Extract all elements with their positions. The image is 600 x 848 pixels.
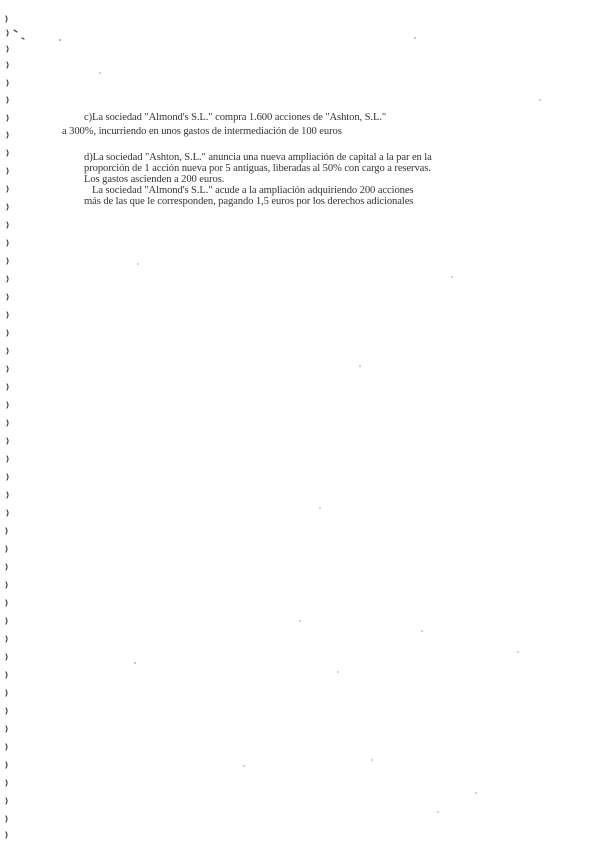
exercise-c-line-1: c)La sociedad "Almond's S.L." compra 1.600 acciones de "Ashton, S.L." xyxy=(84,112,387,123)
exercise-c-line-2: a 300%, incurriendo en unos gastos de intermediación de 100 euros xyxy=(62,126,342,137)
exercise-d-line-5: más de las que le corresponden, pagando 1,5 euros por los derechos adicionales xyxy=(84,196,414,207)
exercise-d-line-1: d)La sociedad "Ashton, S.L." anuncia una nueva ampliación de capital a la par en la xyxy=(84,152,432,163)
exercise-d-line-2: proporción de 1 acción nueva por 5 antiguas, liberadas al 50% con cargo a reservas. xyxy=(84,163,431,174)
exercise-d-line-4: La sociedad "Almond's S.L." acude a la ampliación adquiriendo 200 acciones xyxy=(92,185,414,196)
exercise-d-line-3: Los gastos ascienden a 200 euros. xyxy=(84,174,225,185)
